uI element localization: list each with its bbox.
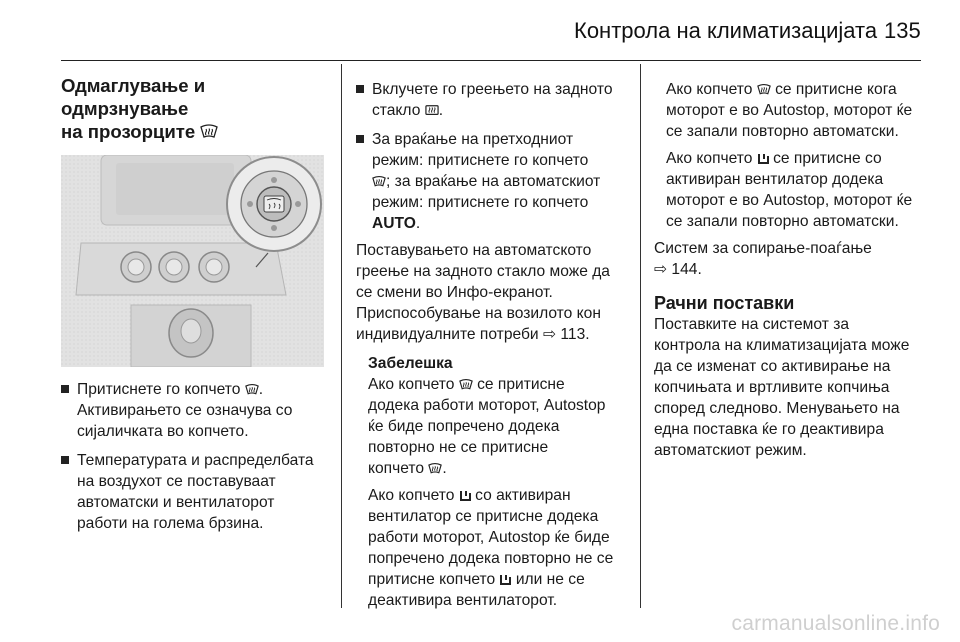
note-continued — [654, 79, 944, 232]
paragraph: Ако копчето се притисне со активиран вентилатор додека моторот е во Autostop, моторот ќе се запали повторно автоматски. — [666, 150, 913, 230]
windscreen-defrost-icon — [428, 462, 442, 475]
page-link[interactable]: 144 — [671, 261, 698, 278]
paragraph: Поставките на системот за контрола на климатизацијата може да се изменат со активирање на копчињата и вртливите копчиња според следново. Менувањето на една поставка ќе го деактивира автоматскиот режим. — [654, 316, 910, 459]
windscreen-defrost-icon — [200, 123, 218, 140]
watermark: carmanualsonline.info — [731, 612, 940, 635]
paragraph: Поставувањето на автоматското греење на задното стакло може да се смени во Инфо-екранот. Приспособување на возилото кон индивидуалните потреби ⇨ 113. — [356, 242, 610, 343]
heading-line: Одмаглување и одмрзнување — [61, 75, 206, 119]
page-link[interactable]: 113 — [560, 326, 586, 343]
paragraph: Систем за сопирање-поаѓање ⇨ 144. — [654, 240, 872, 278]
page-reference-arrow-icon: ⇨ — [542, 326, 557, 343]
header-divider — [61, 60, 921, 61]
section-heading-defrost — [61, 74, 329, 143]
note-box — [356, 353, 632, 611]
column-3 — [654, 79, 944, 461]
list-item: За враќање на претходниот режим: притиснете го копчето ; за враќање на автоматскиот режим: притиснете го копчето AUTO. — [356, 129, 632, 234]
column-divider-1 — [341, 64, 342, 608]
climate-control-figure — [61, 155, 324, 367]
note-heading: Забелешка — [368, 355, 453, 372]
column-1 — [61, 74, 329, 534]
page-title: Контрола на климатизацијата — [574, 18, 878, 43]
heading-line: на прозорците — [61, 120, 329, 143]
fan-icon — [757, 152, 769, 165]
list-item: Притиснете го копчето . Активирањето се означува со сијаличката во копчето. — [61, 379, 329, 442]
paragraph: Ако копчето се притисне кога моторот е во Autostop, моторот ќе се запали повторно автоматски. — [666, 81, 913, 140]
rear-window-heating-icon — [425, 104, 439, 117]
windscreen-defrost-icon — [245, 383, 259, 396]
section-heading-manual: Рачни поставки — [654, 293, 795, 313]
fan-icon — [459, 489, 471, 502]
column-2 — [356, 79, 632, 611]
climate-panel-illustration — [61, 155, 324, 367]
list-item: Вклучете го греењето на задното стакло . — [356, 79, 632, 121]
windscreen-defrost-icon — [757, 83, 771, 96]
page-number: 135 — [884, 18, 921, 43]
list-item: Температурата и распределбата на воздухот се поставуваат автоматски и вентилаторот работи на голема брзина. — [61, 450, 329, 534]
fan-icon — [499, 573, 511, 586]
windscreen-defrost-icon — [459, 378, 473, 391]
paragraph: Ако копчето со активиран вентилатор се притисне додека работи моторот, Autostop ќе биде попречено додека повторно не се притисне копчето или не се деактивира вентилаторот. — [368, 487, 614, 609]
windscreen-defrost-icon — [372, 175, 386, 188]
column-divider-2 — [640, 64, 641, 608]
page-reference-arrow-icon: ⇨ — [654, 261, 668, 278]
paragraph: Ако копчето се притисне додека работи моторот, Autostop ќе биде попречено додека повторно не се притисне копчето . — [368, 376, 606, 477]
